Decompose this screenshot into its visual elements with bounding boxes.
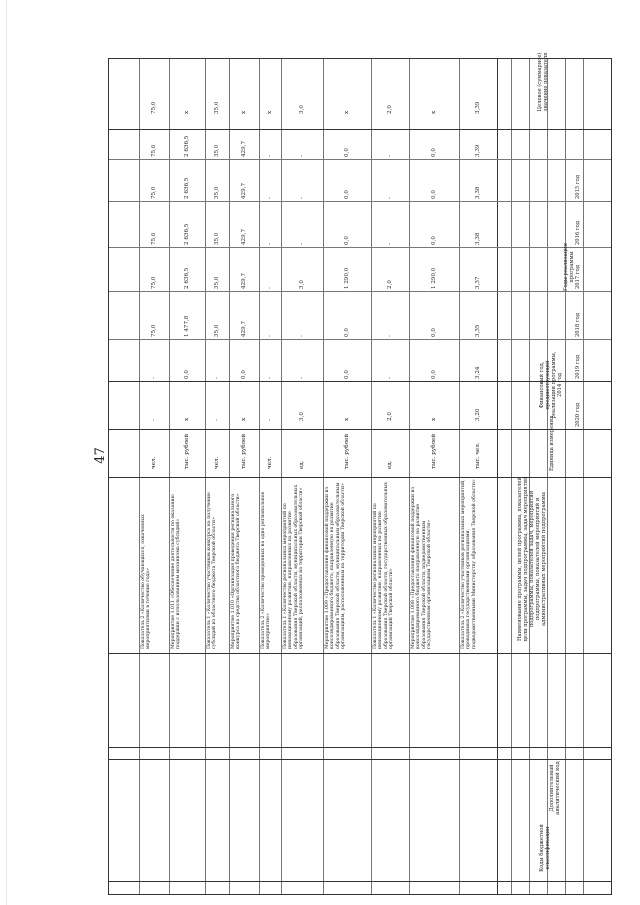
row-target-value: х (184, 110, 190, 114)
row-target-value: 3,39 (475, 101, 481, 114)
row-year-value: 75,0 (151, 324, 157, 337)
row-year-value: 0,0 (344, 190, 350, 199)
row-base-value: х (184, 417, 190, 421)
row-year-value: - (387, 377, 393, 379)
row-year-value: 2 636,5 (184, 135, 190, 157)
unit-header: Единица измерения (549, 415, 555, 471)
row-base-value: 3,0 (299, 412, 305, 421)
row-description: Мероприятие 1.011 «Обеспечение деятельности по оказанию поддержки с использованием механизма субсидий» (171, 494, 182, 649)
row-year-value: 429,7 (241, 272, 247, 289)
target-header: Целевое (суммарное) значение показателя (537, 52, 549, 112)
col-line (109, 429, 611, 430)
row-year-value: 35,0 (214, 186, 220, 199)
row-year-value: 35,0 (214, 144, 220, 157)
row-year-value: 2 636,5 (184, 177, 190, 199)
row-target-value: х (431, 110, 437, 114)
col-line (109, 201, 611, 202)
col-line (109, 881, 611, 882)
row-base-value: - (214, 419, 220, 421)
row-year-value: 1 290,0 (344, 267, 350, 289)
row-year-value: - (299, 243, 305, 245)
row-year-value: 75,0 (151, 276, 157, 289)
row-year-value: 3,0 (299, 280, 305, 289)
year-2017: 2017 год (575, 265, 581, 289)
additional-code-header: Дополнительный аналитический код (549, 761, 561, 815)
row-year-value: 3,38 (475, 232, 481, 245)
row-year-value: 75,0 (151, 232, 157, 245)
row-year-value: 35,0 (214, 276, 220, 289)
col-line (109, 159, 611, 160)
row-year-value: - (299, 335, 305, 337)
row-base-value: - (151, 419, 157, 421)
row-year-value: - (299, 197, 305, 199)
row-year-value: 0,0 (344, 328, 350, 337)
row-year-value: 0,0 (431, 370, 437, 379)
row-description: Мероприятие 1.010 «Организация проведения регионального конкурса на средства областного бюджета Тверской области» (231, 493, 242, 649)
row-description: Показатель 2 «Количество проведенных на одно региональное мероприятие» (261, 491, 272, 649)
year-2016: 2016 год (575, 221, 581, 245)
row-target-value: 35,0 (214, 101, 220, 114)
row-year-value: 0,0 (184, 370, 190, 379)
row-year-value: 3,37 (475, 276, 481, 289)
row-year-value: - (267, 155, 273, 157)
row-unit: чел. (267, 456, 273, 469)
row-year-value: 3,38 (475, 186, 481, 199)
row-target-value: х (241, 110, 247, 114)
row-year-value: 429,7 (241, 182, 247, 199)
row-base-value: х (241, 417, 247, 421)
page-number: 47 (92, 447, 108, 464)
row-unit: ед. (299, 460, 305, 469)
row-year-value: 429,7 (241, 320, 247, 337)
row-year-value: - (299, 155, 305, 157)
row-year-value: 1 477,8 (184, 315, 190, 337)
row-year-value: 3,39 (475, 144, 481, 157)
row-year-value: - (267, 243, 273, 245)
fin-year-header: Финансовый год, предшествующий реализации программы, 2014 год (539, 351, 563, 419)
row-year-value: 0,0 (431, 236, 437, 245)
row-base-value: х (431, 417, 437, 421)
row-year-value: - (387, 335, 393, 337)
row-year-value: 35,0 (214, 324, 220, 337)
row-year-value: 3,24 (475, 366, 481, 379)
row-year-value: 0,0 (431, 190, 437, 199)
year-2020: 2020 год (575, 403, 581, 427)
row-year-value: - (387, 197, 393, 199)
row-year-value: 429,7 (241, 228, 247, 245)
col-line (109, 653, 611, 654)
row-unit: тыс. рублей (344, 433, 350, 469)
row-year-value: 0,0 (344, 148, 350, 157)
row-base-value: 3,20 (475, 408, 481, 421)
row-year-value: - (151, 377, 157, 379)
row-year-value: - (267, 287, 273, 289)
col-line (109, 339, 611, 340)
row-year-value: - (299, 377, 305, 379)
row-year-value: 0,0 (344, 236, 350, 245)
row-target-value: 2,0 (387, 105, 393, 114)
year-2019: 2019 год (575, 355, 581, 379)
row-unit: тыс. рублей (241, 433, 247, 469)
row-description: Мероприятие 1.008 «Предоставление финансовой поддержки из консолидированного бюджета направленную на развитие образования Тверской области, подведомственным государственным организациям Тверской области» (411, 486, 433, 649)
row-description: Показатель 1 «Количество региональных мероприятий по инновационному развитию, направленных на развитие образования Тверской области, муниципальных образовательных организаций, расположенных на территории Тверской области» (283, 484, 305, 649)
col-line (109, 759, 611, 760)
row-year-value: 35,0 (214, 232, 220, 245)
row-year-value: 0,0 (241, 370, 247, 379)
row-base-value: - (267, 419, 273, 421)
row-target-value: 75,0 (151, 101, 157, 114)
row-unit: чел. (214, 456, 220, 469)
row-unit: тыс. рублей (184, 433, 190, 469)
row-year-value: 2,0 (387, 280, 393, 289)
row-year-value: 75,0 (151, 144, 157, 157)
col-line (109, 291, 611, 292)
col-line (109, 247, 611, 248)
row-year-value: 0,0 (431, 328, 437, 337)
row-description: Показатель 1 «Количество региональных мероприятий по инновационному развитию, направленных на развитие образования Тверской области, государственных образовательных организаций Тверской области» (373, 482, 395, 649)
years-group-header: Годы реализации программы (563, 243, 575, 291)
row-unit: чел. (151, 456, 157, 469)
row-year-value: 2 636,5 (184, 223, 190, 245)
row-year-value: 429,7 (241, 140, 247, 157)
name-header: Наименование программы, целей программы, показателей цели программы, задач подпрограммы, задач мероприятий подпрограммы, показателей задач, мероприятий подпрограммы, показателей мероприятий и административных мероприятий подпрограммы (517, 476, 547, 642)
year-2018: 2018 год (575, 313, 581, 337)
row-unit: тыс. рублей (431, 433, 437, 469)
row-year-value: 2 636,5 (184, 267, 190, 289)
row-year-value: - (387, 243, 393, 245)
row-year-value: - (387, 155, 393, 157)
row-base-value: х (344, 417, 350, 421)
row-year-value: 75,0 (151, 186, 157, 199)
row-year-value: - (214, 377, 220, 379)
row-unit: ед. (387, 460, 393, 469)
row-year-value: 0,0 (344, 370, 350, 379)
header-row-years (109, 129, 611, 130)
row-year-value: - (267, 377, 273, 379)
row-base-value: 2,0 (387, 412, 393, 421)
row-target-value: 3,0 (299, 105, 305, 114)
row-target-value: х (267, 110, 273, 114)
col-line (109, 381, 611, 382)
row-unit: тыс. чел. (475, 442, 481, 469)
scan-edge (6, 0, 7, 905)
row-year-value: 0,0 (431, 148, 437, 157)
row-description: Показатель 2 «Количество обучающихся, охваченных мероприятиями в течение года» (141, 514, 152, 649)
row-year-value: 1 290,0 (431, 267, 437, 289)
row-year-value: 3,35 (475, 324, 481, 337)
program-table (108, 52, 612, 895)
row-year-value: - (267, 335, 273, 337)
budget-class-header: Коды бюджетной классификации (539, 824, 551, 872)
row-target-value: х (344, 110, 350, 114)
year-2015: 2015 год (575, 175, 581, 199)
col-line (109, 747, 611, 748)
row-description: Показатель 2 «Количество участников региональных мероприятий, проводимых государственными организациями, подведомственными Министерству образования Тверской области» (461, 479, 477, 649)
row-description: Мероприятие 1.009 «Предоставление финансовой поддержки из консолидированного бюджета, направленную на развитие образования Тверской области, муниципальным образовательным организациям, расположенным на территории Тверской области» (325, 482, 347, 649)
row-description: Показатель 1 «Количество участников конкурса на получение субсидий из областного бюджета Тверской области» (207, 492, 218, 649)
row-year-value: - (267, 197, 273, 199)
